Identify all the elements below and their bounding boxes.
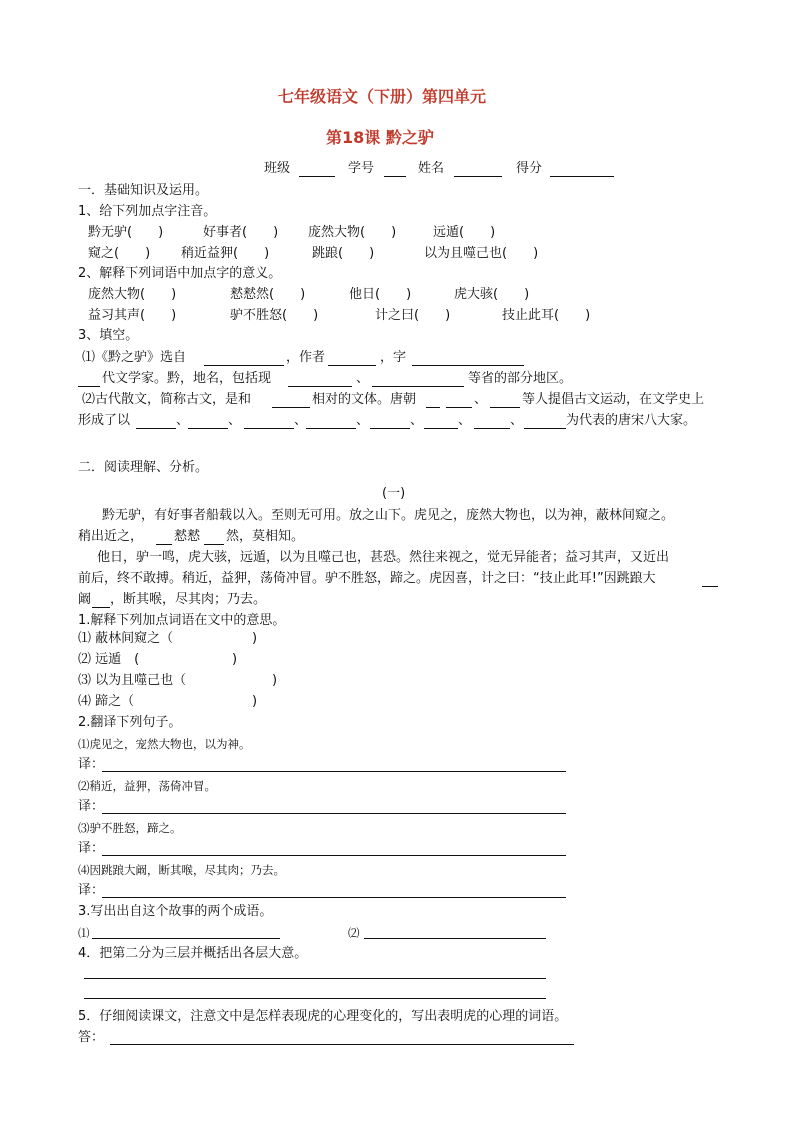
q2-item: 技止此耳( )	[502, 308, 591, 323]
p2-q1-item: ⑷ 蹄之（	[78, 694, 135, 709]
q3-text: ，作者	[286, 350, 326, 365]
q3-text: 代文学家。黔，地名，包括现	[102, 371, 272, 386]
number-label: 学号	[348, 161, 375, 176]
q3-sep: 、	[176, 413, 190, 428]
part1-heading: 一．基础知识及运用。	[78, 183, 209, 198]
passage-number: (一)	[382, 486, 406, 501]
p2-q1-item: ⑶ 以为且噬己也（	[78, 673, 187, 688]
p2-q1-closer: )	[252, 694, 258, 709]
passage-text: 阚	[78, 592, 92, 607]
passage-text: 然，莫相知。	[226, 529, 305, 544]
fill-blank[interactable]	[204, 365, 284, 366]
answer-line[interactable]	[110, 1044, 574, 1045]
translation-label: 译：	[78, 799, 105, 814]
q2-item: 慭慭然( )	[230, 287, 306, 302]
fill-blank[interactable]	[244, 428, 294, 429]
q3-text: 、	[356, 371, 370, 386]
q1-item: 远遁( )	[433, 225, 496, 240]
translation-label: 译：	[78, 757, 105, 772]
p2-q1-closer: )	[232, 652, 238, 667]
q3-text: 形成了以	[78, 413, 131, 428]
q2-item: 庞然大物( )	[88, 287, 177, 302]
score-blank[interactable]	[550, 176, 614, 177]
fill-blank[interactable]	[156, 544, 172, 545]
number-blank[interactable]	[384, 176, 406, 177]
fill-blank[interactable]	[446, 407, 472, 408]
q2-item: 驴不胜怒( )	[230, 308, 319, 323]
q1-item: 跳踉( )	[312, 246, 375, 261]
worksheet-title: 七年级语文（下册）第四单元	[278, 87, 487, 106]
q2-item: 虎大骇( )	[454, 287, 530, 302]
p2-q1-stem: 1.解释下列加点词语在文中的意思。	[78, 613, 286, 628]
part2-heading: 二．阅读理解、分析。	[78, 460, 209, 475]
q3-text: 、	[474, 392, 488, 407]
q3-sep: 、	[510, 413, 524, 428]
q2-item: 他日( )	[349, 287, 412, 302]
fill-blank[interactable]	[474, 428, 510, 429]
fill-blank[interactable]	[136, 428, 176, 429]
translation-line[interactable]	[102, 897, 566, 898]
q1-item: 稍近益狎( )	[181, 246, 270, 261]
p2-q3-stem: 3.写出出自这个故事的两个成语。	[78, 904, 273, 919]
class-blank[interactable]	[299, 176, 335, 177]
translation-sentence: ⑴虎见之，宠然大物也，以为神。	[78, 737, 251, 751]
fill-blank[interactable]	[288, 386, 352, 387]
p2-q1-closer: )	[272, 673, 278, 688]
fill-blank[interactable]	[426, 407, 440, 408]
q2-item: 计之曰( )	[375, 308, 451, 323]
passage-paragraph: 他日，驴一鸣，虎大骇，远遁，以为且噬己也，甚恐。然往来视之，觉无异能者；益习其声，又近出	[97, 550, 670, 565]
p2-q1-item: ⑵ 远遁 (	[78, 652, 140, 667]
lesson-title: 第18课 黔之驴	[326, 128, 434, 147]
q3-text: 相对的文体。唐朝	[312, 392, 417, 407]
fill-blank[interactable]	[204, 544, 224, 545]
q3-sep: 、	[410, 413, 424, 428]
q1-item: 以为且噬己也( )	[424, 246, 539, 261]
translation-label: 译：	[78, 883, 105, 898]
answer-line[interactable]	[84, 978, 546, 979]
passage-text: ，断其喉，尽其肉；乃去。	[110, 592, 267, 607]
q2-item: 益习其声( )	[88, 308, 177, 323]
q2-stem: 2、解释下列词语中加点字的意义。	[78, 266, 282, 281]
p2-q5-stem: 5．仔细阅读课文，注意文中是怎样表现虎的心理变化的，写出表明虎的心理的词语。	[78, 1009, 568, 1024]
fill-blank[interactable]	[370, 428, 410, 429]
q3-text: 等人提倡古文运动，在文学史上	[522, 392, 705, 407]
fill-blank[interactable]	[702, 586, 718, 587]
translation-label: 译：	[78, 841, 105, 856]
q3-text: ⑴《黔之驴》选自	[82, 350, 187, 365]
fill-blank[interactable]	[490, 407, 520, 408]
p2-q4-stem: 4．把第二分为三层并概括出各层大意。	[78, 946, 308, 961]
passage-text: 稍出近之，	[78, 529, 144, 544]
q1-stem: 1、给下列加点字注音。	[78, 204, 217, 219]
q1-item: 庞然大物( )	[308, 225, 397, 240]
p2-q2-stem: 2.翻译下列句子。	[78, 715, 182, 730]
fill-blank[interactable]	[78, 386, 100, 387]
idiom-label: ⑵	[348, 926, 360, 940]
q3-stem: 3、填空。	[78, 328, 139, 343]
q1-item: 窥之( )	[88, 246, 151, 261]
fill-blank[interactable]	[372, 386, 464, 387]
q3-sep: 、	[294, 413, 308, 428]
q1-item: 黔无驴( )	[88, 225, 164, 240]
q1-item: 好事者( )	[203, 225, 279, 240]
answer-line[interactable]	[84, 998, 546, 999]
fill-blank[interactable]	[424, 428, 458, 429]
p2-q1-closer: )	[252, 631, 258, 646]
idiom-label: ⑴	[78, 926, 90, 940]
passage-paragraph: 黔无驴，有好事者船载以入。至则无可用。放之山下。虎见之，庞然大物也，以为神，蔽林间窥之。	[102, 508, 675, 523]
name-label: 姓名	[418, 161, 445, 176]
passage-text: 慭慭	[174, 529, 201, 544]
translation-line[interactable]	[102, 855, 566, 856]
passage-paragraph: 前后，终不敢搏。稍近，益狎，荡倚冲冒。驴不胜怒，蹄之。虎因喜，计之曰：“技止此耳!”因跳踉大	[78, 571, 656, 586]
idiom-line[interactable]	[92, 938, 280, 939]
q3-text: ，字	[380, 350, 407, 365]
fill-blank[interactable]	[92, 607, 110, 608]
q3-text: ⑵古代散文，简称古文，是和	[82, 392, 252, 407]
class-label: 班级	[264, 161, 291, 176]
idiom-line[interactable]	[364, 938, 546, 939]
fill-blank[interactable]	[412, 365, 524, 366]
q3-text: 等省的部分地区。	[468, 371, 573, 386]
q3-sep: 、	[356, 413, 370, 428]
p2-q1-item: ⑴ 蔽林间窥之（	[78, 631, 174, 646]
score-label: 得分	[516, 161, 543, 176]
fill-blank[interactable]	[328, 365, 376, 366]
fill-blank[interactable]	[272, 407, 310, 408]
translation-line[interactable]	[102, 813, 566, 814]
translation-line[interactable]	[102, 771, 566, 772]
q3-sep: 、	[228, 413, 242, 428]
translation-sentence: ⑵稍近，益狎，荡倚冲冒。	[78, 779, 216, 793]
fill-blank[interactable]	[188, 428, 228, 429]
translation-sentence: ⑶驴不胜怒，蹄之。	[78, 821, 182, 835]
fill-blank[interactable]	[306, 428, 356, 429]
answer-label: 答：	[78, 1030, 105, 1045]
q3-sep: 、	[458, 413, 472, 428]
q3-text: 为代表的唐宋八大家。	[566, 413, 697, 428]
fill-blank[interactable]	[524, 428, 566, 429]
name-blank[interactable]	[454, 176, 502, 177]
translation-sentence: ⑷因跳踉大阚，断其喉，尽其肉；乃去。	[78, 863, 285, 877]
